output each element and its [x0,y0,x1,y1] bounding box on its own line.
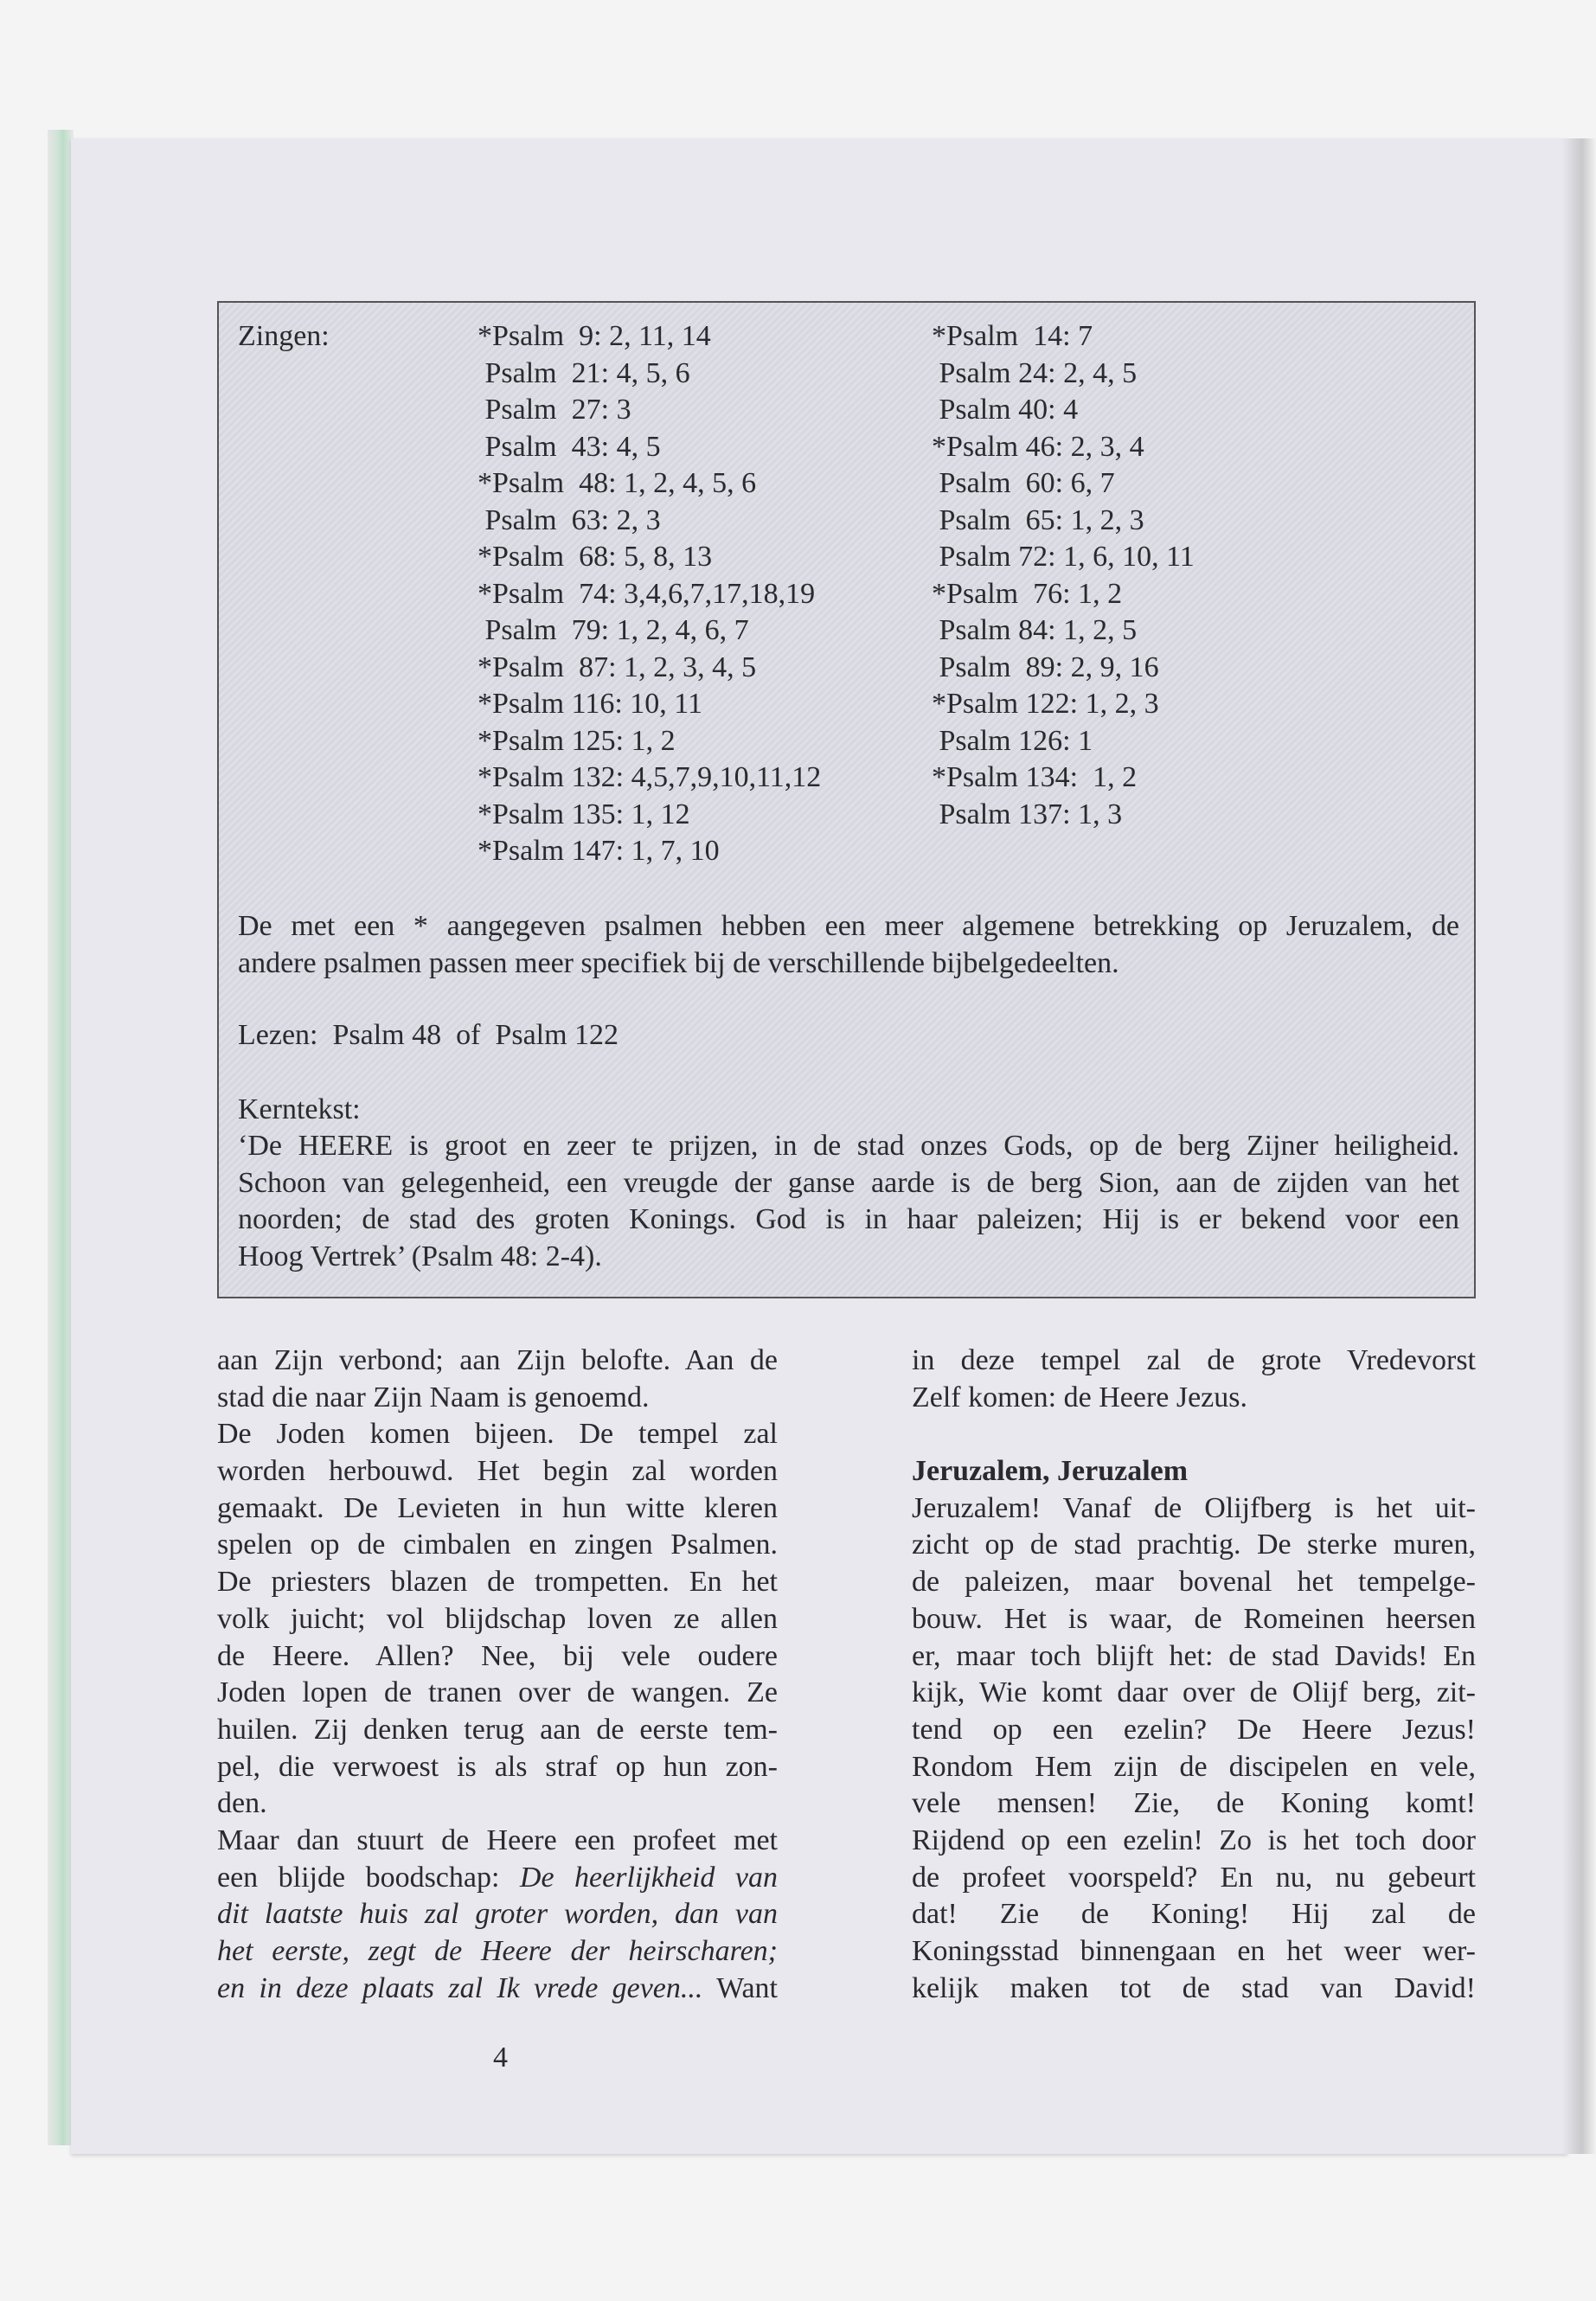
text-line: de profeet voorspeld? En nu, nu gebeurt [912,1861,1476,1894]
psalm-entry: Psalm 84: 1, 2, 5 [932,614,1138,646]
text-line [217,1527,778,1564]
text-segment: De Joden komen bijeen. De tempel zal [217,1418,778,1451]
text-line [217,1490,778,1528]
left-text-column [217,1343,778,2007]
quote-line: noorden; de stad des groten Konings. God is in haar paleizen; Hij is er bekend voor een [238,1203,1459,1236]
italic-quote: en in deze plaats zal Ik vrede geven... [217,1971,703,2004]
text-line [217,1823,778,1860]
text-line: Rondom Hem zijn de discipelen en vele, [912,1750,1476,1783]
text-line: dat! Zie de Koning! Hij zal de [912,1898,1476,1931]
book-spine [1561,138,1596,2154]
text-line [217,1971,778,2008]
quote-line: Hoog Vertrek’ (Psalm 48: 2-4). [238,1240,602,1273]
psalm-entry: Psalm 65: 1, 2, 3 [932,503,1144,536]
text-line [217,1343,778,1380]
psalm-entry: Psalm 43: 4, 5 [478,430,661,463]
psalm-entry: Psalm 126: 1 [932,724,1093,757]
text-line: zicht op de stad prachtig. De sterke muren, [912,1529,1476,1561]
text-segment: volk juicht; vol blijdschap loven ze allen [217,1602,778,1635]
text-line: kijk, Wie komt daar over de Olijf berg, zit- [912,1676,1476,1709]
text-line: er, maar toch blijft het: de stad Davids! En [912,1639,1476,1672]
text-line [217,1564,778,1601]
text-line [217,1933,778,1971]
psalm-entry: *Psalm 76: 1, 2 [932,577,1123,610]
text-line: Rijdend op een ezelin! Zo is het toch door [912,1823,1476,1856]
text-segment: De priesters blazen de trompetten. En het [217,1566,778,1599]
text-segment: huilen. Zij denken terug aan de eerste tem- [217,1713,778,1746]
kerntekst-label: Kerntekst: [238,1093,361,1125]
italic-quote: het eerste, zegt de Heere der heirscharen; [217,1935,778,1967]
psalm-entry: Psalm 21: 4, 5, 6 [478,356,690,389]
note-paragraph [238,908,1459,982]
italic-quote: De heerlijkheid van [519,1861,778,1894]
text-segment: spelen op de cimbalen en zingen Psalmen. [217,1529,778,1561]
text-line [217,1860,778,1897]
psalm-entry: *Psalm 14: 7 [932,320,1093,352]
section-heading: Jeruzalem, Jeruzalem [912,1455,1189,1488]
text-line [217,1638,778,1676]
lezen-line: Lezen: Psalm 48 of Psalm 122 [238,1019,619,1051]
italic-quote: dit laatste huis zal groter worden, dan van [217,1898,778,1931]
text-segment: aan Zijn verbond; aan Zijn belofte. Aan de [217,1344,778,1376]
text-line: bouw. Het is waar, de Romeinen heersen [912,1602,1476,1635]
text-line: de paleizen, maar bovenal het tempelge- [912,1566,1476,1599]
zingen-label: Zingen: [238,320,330,352]
psalm-list-left [478,318,821,870]
psalm-entry: Psalm 60: 6, 7 [932,467,1115,499]
psalm-entry: Psalm 79: 1, 2, 4, 6, 7 [478,614,749,646]
text-segment: Want [702,1971,778,2004]
psalm-entry: Psalm 63: 2, 3 [478,503,661,536]
psalm-entry: *Psalm 68: 5, 8, 13 [478,541,713,573]
text-segment: gemaakt. De Levieten in hun witte kleren [217,1491,778,1524]
text-segment: worden herbouwd. Het begin zal worden [217,1455,778,1488]
page-edge-stack [48,130,74,2145]
text-line [217,1380,778,1417]
psalm-entry: *Psalm 134: 1, 2 [932,761,1138,793]
note-line: De met een * aangegeven psalmen hebben een meer algemene betrekking op Jeruzalem, de [238,910,1459,942]
text-line [217,1453,778,1490]
psalm-entry: *Psalm 147: 1, 7, 10 [478,835,720,867]
text-segment: een blijde boodschap: [217,1861,520,1894]
psalm-entry: Psalm 27: 3 [478,394,631,426]
kerntekst-quote [238,1128,1459,1276]
psalm-entry: *Psalm 132: 4,5,7,9,10,11,12 [478,761,822,793]
psalm-entry: Psalm 24: 2, 4, 5 [932,356,1138,389]
text-line [217,1896,778,1933]
psalm-list-right [932,318,1195,833]
text-segment: pel, die verwoest is als straf op hun zon- [217,1750,778,1783]
right-text-column [912,1343,1476,2007]
psalm-entry: *Psalm 46: 2, 3, 4 [932,430,1144,463]
psalm-entry: Psalm 89: 2, 9, 16 [932,651,1159,683]
text-segment: den. [217,1787,267,1820]
text-line: in deze tempel zal de grote Vredevorst [912,1344,1476,1376]
text-segment: stad die naar Zijn Naam is genoemd. [217,1381,650,1413]
text-segment: de Heere. Allen? Nee, bij vele oudere [217,1639,778,1672]
text-line: Jeruzalem! Vanaf de Olijfberg is het uit- [912,1491,1476,1524]
text-line: Zelf komen: de Heere Jezus. [912,1381,1247,1413]
text-line [217,1675,778,1712]
psalm-entry: *Psalm 9: 2, 11, 14 [478,320,711,352]
psalm-entry: *Psalm 125: 1, 2 [478,724,676,757]
text-line: tend op een ezelin? De Heere Jezus! [912,1713,1476,1746]
text-segment: Joden lopen de tranen over de wangen. Ze [217,1676,778,1709]
quote-line: ‘De HEERE is groot en zeer te prijzen, in de stad onzes Gods, op de berg Zijner heiligheid. [238,1130,1459,1162]
psalm-entry: *Psalm 48: 1, 2, 4, 5, 6 [478,467,757,499]
quote-line: Schoon van gelegenheid, een vreugde der ganse aarde is de berg Sion, aan de zijden van het [238,1166,1459,1199]
text-line [217,1785,778,1823]
text-line: Koningsstad binnengaan en het weer wer- [912,1935,1476,1967]
psalm-entry: Psalm 72: 1, 6, 10, 11 [932,541,1195,573]
psalm-entry: *Psalm 122: 1, 2, 3 [932,688,1159,720]
psalm-entry: Psalm 40: 4 [932,394,1079,426]
text-line [217,1601,778,1638]
text-segment: Maar dan stuurt de Heere een profeet met [217,1823,778,1856]
text-line [217,1416,778,1453]
psalm-entry: *Psalm 116: 10, 11 [478,688,703,720]
text-line: vele mensen! Zie, de Koning komt! [912,1787,1476,1820]
psalm-entry: *Psalm 87: 1, 2, 3, 4, 5 [478,651,757,683]
text-line: kelijk maken tot de stad van David! [912,1971,1476,2004]
psalm-entry: *Psalm 74: 3,4,6,7,17,18,19 [478,577,816,610]
note-line: andere psalmen passen meer specifiek bij de verschillende bijbelgedeelten. [238,946,1119,979]
page-number: 4 [493,2041,508,2073]
spacer [912,1416,1476,1453]
psalm-entry: *Psalm 135: 1, 12 [478,798,690,830]
psalm-entry: Psalm 137: 1, 3 [932,798,1123,830]
text-line [217,1712,778,1749]
text-line [217,1749,778,1786]
